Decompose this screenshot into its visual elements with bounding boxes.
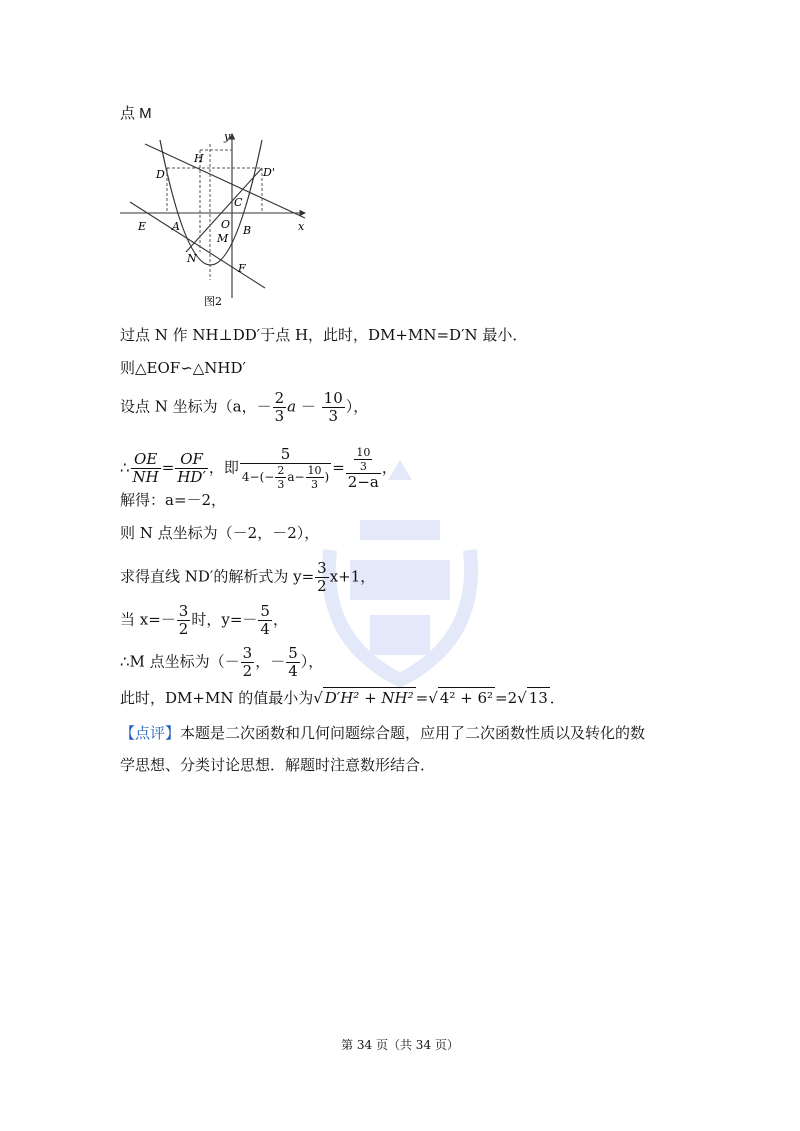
fraction (315, 560, 329, 595)
text-line-8 (120, 603, 288, 638)
fraction-denominator: 3 (311, 478, 319, 491)
fraction-numerator: 5 (288, 644, 298, 662)
fraction-denominator: 3 (328, 407, 338, 425)
label-f: F (238, 262, 246, 275)
fraction (258, 603, 272, 638)
fraction (275, 464, 286, 491)
equals-sign: = (161, 458, 175, 477)
label-b: B (243, 224, 252, 237)
text-line-2: 则△EOF∽△NHD′ (120, 359, 246, 377)
math-variable: a (287, 397, 297, 416)
page-footer: 第 34 页（共 34 页） (341, 1038, 459, 1052)
label-e: E (138, 220, 147, 233)
comment-line-2: 学思想、分类讨论思想．解题时注意数形结合． (120, 756, 436, 774)
fraction-denominator: 2−a (347, 473, 379, 491)
fraction-numerator: 10 (307, 464, 322, 477)
fraction-denominator: 3 (359, 460, 367, 473)
label-n: N (187, 252, 197, 265)
label-c: C (234, 196, 243, 209)
text-segment: ）， (345, 397, 369, 416)
text-segment: ）， (300, 652, 324, 671)
comment-text: 本题是二次函数和几何问题综合题，应用了二次函数性质以及转化的数 (180, 724, 646, 742)
fraction (131, 451, 161, 486)
label-x: x (298, 220, 305, 233)
figure-caption: 图2 (204, 295, 222, 308)
fraction-numerator: OE (131, 451, 161, 469)
fraction-numerator: 3 (178, 602, 189, 620)
parabola-curve (160, 140, 262, 265)
label-y: y (224, 130, 231, 143)
therefore-symbol: ∴ (120, 458, 130, 477)
fraction-numerator: 2 (274, 389, 285, 407)
text-line-9 (120, 645, 323, 680)
text-segment: 当 x=－ (120, 610, 176, 629)
fraction-denominator: 4 (288, 662, 298, 680)
text-segment: 求得直线 ND′的解析式为 y= (120, 567, 315, 586)
radical-expression: 13 (528, 689, 548, 707)
label-m: M (217, 232, 229, 245)
radical-expression: 4² + 6² (439, 689, 493, 707)
label-a: A (172, 220, 180, 233)
text-segment: ) (324, 470, 330, 484)
fraction-denominator: HD′ (177, 468, 206, 486)
text-segment: ，－ (255, 652, 286, 671)
equals-sign: = (332, 458, 345, 477)
fraction (306, 464, 324, 491)
comment-tag: 【点评】 (120, 724, 181, 742)
fraction-denominator: 3 (274, 407, 285, 425)
label-h: H (194, 152, 204, 165)
fraction-denominator: NH (132, 468, 159, 486)
fraction (240, 446, 331, 491)
text-segment: － (296, 397, 321, 416)
text-segment: ， (272, 610, 288, 629)
line-ef (130, 202, 265, 288)
fraction-numerator: 10 (323, 389, 343, 407)
text-line-1: 过点 N 作 NH⊥DD′于点 H，此时，DM+MN=D′N 最小． (120, 326, 528, 344)
fraction-denominator: 3 (277, 478, 285, 491)
text-line-3 (120, 390, 368, 425)
text-line-5: 解得：a=－2， (120, 491, 227, 509)
fraction-denominator: 2 (178, 620, 189, 638)
fraction (322, 390, 345, 425)
comment-line-1 (120, 723, 645, 743)
fraction-numerator: 5 (240, 446, 331, 464)
geometry-figure (120, 130, 320, 310)
text-segment: － (256, 397, 272, 416)
text-segment: a− (287, 470, 305, 484)
text-segment: ． (549, 689, 565, 707)
text-segment: ，即 (208, 458, 239, 477)
text-segment: 4−(− (241, 470, 275, 484)
fraction (286, 645, 300, 680)
fraction-numerator: 2 (277, 464, 285, 477)
fraction-numerator: 5 (260, 602, 270, 620)
fraction (241, 645, 255, 680)
section-heading: 点 M (120, 105, 152, 122)
fraction (354, 446, 372, 473)
label-d: D (156, 168, 165, 181)
text-line-4 (120, 446, 397, 491)
text-line-7 (120, 560, 375, 595)
text-segment: ， (381, 458, 397, 477)
text-segment: ∴M 点坐标为（－ (120, 652, 240, 671)
text-segment: x+1， (329, 567, 376, 586)
fraction-numerator: 3 (317, 559, 327, 577)
fraction-denominator: 2 (242, 662, 253, 680)
fraction-denominator: 4 (260, 620, 270, 638)
fraction-numerator (346, 446, 381, 474)
fraction (177, 603, 191, 638)
text-segment: 设点 N 坐标为（a， (120, 397, 257, 416)
radical-expression: D′H² + NH² (324, 689, 414, 707)
text-line-10: 此时，DM+MN 的值最小为√ D′H² + NH² =√ 4² + 6² =2√ 13 ． (120, 689, 565, 707)
fraction-numerator: OF (175, 451, 208, 469)
text-segment: =2 (495, 689, 518, 707)
fraction-denominator (240, 464, 331, 491)
fraction (175, 451, 208, 486)
equals-sign: = (415, 689, 429, 707)
label-o: O (221, 218, 231, 231)
fraction-denominator: 2 (317, 577, 327, 595)
fraction-numerator: 10 (356, 446, 371, 459)
text-line-6: 则 N 点坐标为（－2，－2）， (120, 524, 320, 542)
text-segment: 此时，DM+MN 的值最小为 (120, 689, 314, 707)
fraction-numerator: 3 (242, 644, 253, 662)
fraction (346, 446, 381, 491)
label-d-prime: D' (263, 166, 275, 179)
fraction (273, 390, 287, 425)
text-segment: 时，y=－ (191, 610, 258, 629)
